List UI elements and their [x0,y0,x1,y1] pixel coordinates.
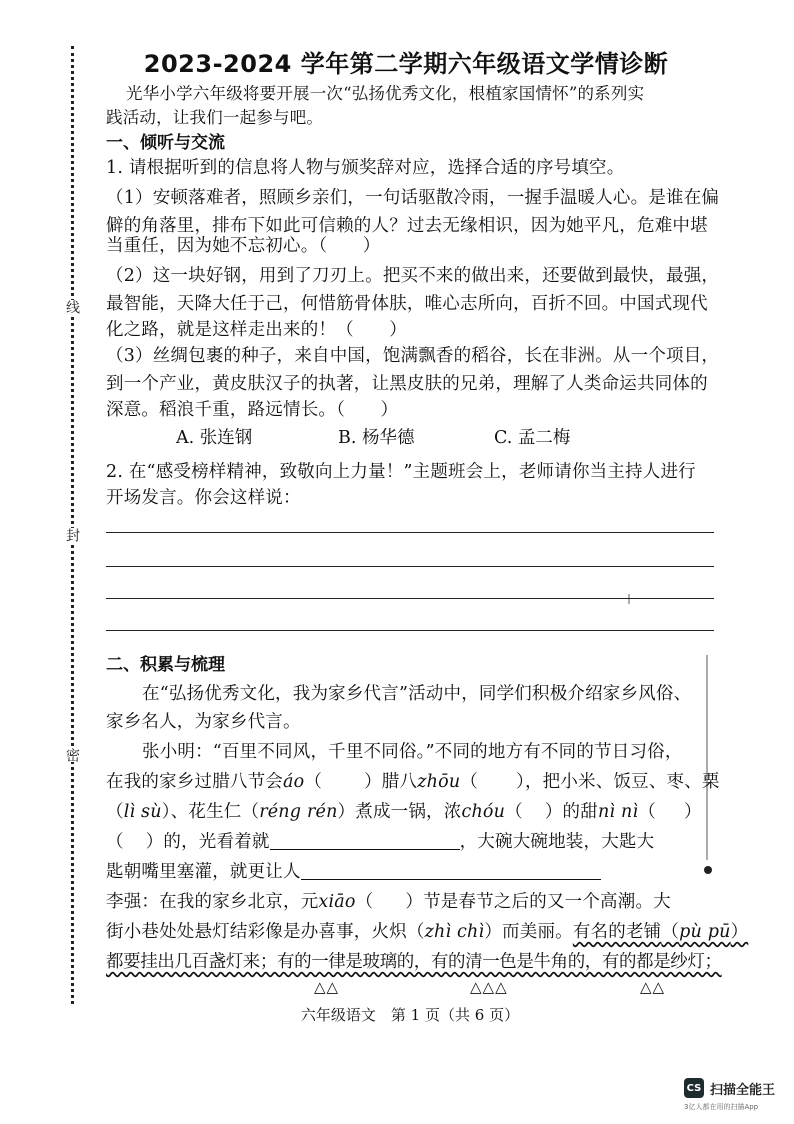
q2-answer-line-2[interactable] [106,566,714,567]
q1-passage-2-line-1: （2）这一块好钢，用到了刀刃上。把买不来的做出来，还要做到最快，最强， [106,266,720,286]
zxm-text: ，把小米、饭豆、枣、栗 [524,772,720,792]
ls-line-2: 街小巷处处悬灯结彩像是办喜事，火炽（zhì chì）而美丽。有名的老铺（pù pū） [106,922,749,942]
binding-dotted-line [71,46,74,1004]
q1-option-c: C. 孟二梅 [494,428,571,448]
q1-passage-1-line-1: （1）安顿落难者，照顾乡亲们，一句话驱散冷雨，一握手温暖人心。是谁在偏 [106,188,720,208]
emphasis-marks-1: △△ [314,978,340,996]
q1-passage-1-line-2: 僻的角落里，排布下如此可信赖的人？过去无缘相识，因为她平凡，危难中堪 [106,216,708,236]
q1-passage-1-line-3[interactable]: 当重任，因为她不忘初心。（ ） [106,236,381,256]
zxm-line-1: 张小明：“百里不同风，千里不同俗。”不同的地方有不同的节日习俗， [142,742,683,762]
section-2-intro-line-1: 在“弘扬优秀文化，我为家乡代言”活动中，同学们积极介绍家乡风俗、 [142,684,692,704]
ls-line-1: 李强：在我的家乡北京，元xiāo（ ）节是春节之后的又一个高潮。大 [106,892,671,912]
pinyin-zhou: zhōu [417,772,461,792]
scanner-name: 扫描全能王 [710,1082,776,1098]
q2-answer-line-3[interactable] [106,598,714,599]
ls-text: 而美丽。 [502,922,573,942]
pinyin-nini: nì nì [597,802,639,822]
emphasis-marks-3: △△ [640,978,666,996]
ls-text: 有名的老铺 [572,922,662,942]
pinyin-lisu: lì sù [123,802,162,822]
fill-line-2[interactable] [301,861,601,880]
q1-option-b: B. 杨华德 [338,428,415,448]
zxm-text: 匙朝嘴里塞灌，就更让人 [106,862,301,882]
scanner-logo-icon: CS [684,1078,704,1098]
pinyin-pupu: pù pū [679,922,731,942]
binding-char-secret: 密 [64,748,80,762]
zxm-line-4: （ ）的，光看着就 ，大碗大碗地装，大匙大 [106,832,655,852]
scanner-badge [684,1078,775,1098]
pinyin-xiao: xiāo [318,892,356,912]
zxm-text: 的甜 [562,802,598,822]
ls-line-3: 都要挂出几百盏灯来；有的一律是玻璃的，有的清一色是牛角的，有的都是纱灯； [106,952,722,972]
q1-passage-3-line-1: （3）丝绸包裹的种子，来自中国，饱满飘香的稻谷，长在非洲。从一个项目， [106,346,720,366]
q1-passage-3-line-3[interactable]: 深意。稻浪千重，路远情长。（ ） [106,400,399,420]
zxm-text: ，大碗大碗地装，大匙大 [459,832,655,852]
intro-line-2: 践活动，让我们一起参与吧。 [106,108,324,127]
q1-passage-2-line-3[interactable]: 化之路，就是这样走出来的！（ ） [106,320,407,340]
page-footer: 六年级语文 第 1 页（共 6 页） [300,1006,520,1024]
zxm-text: 、花生仁 [170,802,242,822]
q2-line-2: 开场发言。你会这样说： [106,488,301,508]
ls-text: 李强：在我的家乡北京，元 [106,892,319,912]
emphasis-marks-2: △△△ [470,978,508,996]
page-edge-mark [706,655,716,860]
page-edge-dot [704,866,712,874]
zxm-line-3: （lì sù）、花生仁（réng rén）煮成一锅，浓chóu（ ）的甜nì nì（ ） [106,802,702,822]
binding-char-line: 线 [64,300,80,314]
q1-prompt: 1. 请根据听到的信息将人物与颁奖辞对应，选择合适的序号填空。 [106,158,625,178]
q1-option-a: A. 张连钢 [176,428,253,448]
section-2-intro-line-2: 家乡名人，为家乡代言。 [106,712,301,732]
section-1-heading: 一、倾听与交流 [106,133,225,153]
section-2-heading: 二、积累与梳理 [106,655,225,675]
q2-line-1: 2. 在“感受榜样精神，致敬向上力量！”主题班会上，老师请你当主持人进行 [106,462,696,482]
wavy-underlined-text: 有名的老铺（pù pū） [572,922,749,942]
fill-line-1[interactable] [270,831,460,850]
zxm-line-5 [106,858,601,883]
scan-artifact [628,594,638,604]
intro-line-1: 光华小学六年级将要开展一次“弘扬优秀文化，根植家国情怀”的系列实 [126,84,645,103]
zxm-text: 腊八 [381,772,418,792]
binding-char-seal: 封 [64,528,80,542]
zxm-text: 煮成一锅，浓 [355,802,462,822]
zxm-text: 的，光看着就 [163,832,270,852]
ls-text: 街小巷处处悬灯结彩像是办喜事，火炽 [106,922,407,942]
pinyin-ao: áo [283,772,305,792]
pinyin-rengren: réng rén [259,802,338,822]
q2-answer-line-1[interactable] [106,532,714,533]
ls-text: 节是春节之后的又一个高潮。大 [423,892,671,912]
q1-passage-3-line-2: 到一个产业，黄皮肤汉子的执著，让黑皮肤的兄弟，理解了人类命运共同体的 [106,374,708,394]
pinyin-chou: chóu [461,802,506,822]
q1-passage-2-line-2: 最智能，天降大任于己，何惜筋骨体肤，唯心志所向，百折不回。中国式现代 [106,294,708,314]
q2-answer-line-4[interactable] [106,630,714,631]
pinyin-zhichi: zhì chì [424,922,485,942]
exam-title: 2023-2024 学年第二学期六年级语文学情诊断 [143,50,669,78]
zxm-line-2: 在我的家乡过腊八节会áo（ ）腊八zhōu（ ），把小米、饭豆、枣、栗 [106,772,720,792]
scanner-tagline: 3亿人都在用的扫描App [684,1103,759,1111]
zxm-text: 在我的家乡过腊八节会 [106,772,283,792]
